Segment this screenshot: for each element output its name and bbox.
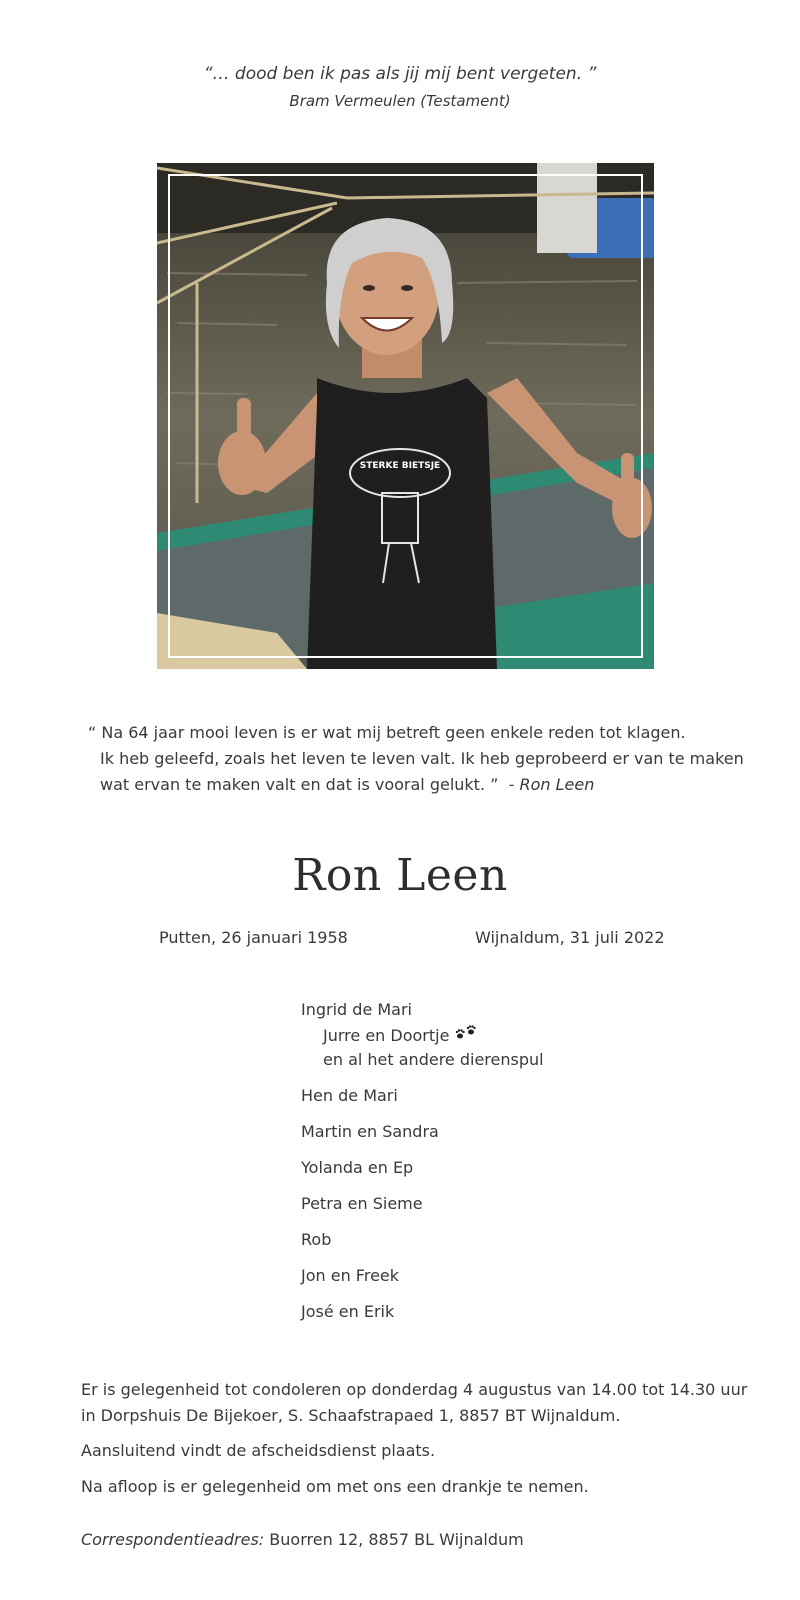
family-member: Yolanda en Ep: [301, 1158, 414, 1177]
death-place-date: Wijnaldum, 31 juli 2022: [475, 928, 665, 947]
shirt-text-1: STERKE BIETSJE: [359, 461, 441, 471]
family-sub-1: Jurre en Doortje: [323, 1025, 478, 1047]
family-main: Ingrid de Mari: [301, 1000, 412, 1019]
condolence-line-1: Er is gelegenheid tot condoleren op donderdag 4 augustus van 14.00 tot 14.30 uur: [81, 1380, 748, 1399]
portrait-photo: [157, 163, 654, 669]
drinks-info: Na afloop is er gelegenheid om met ons een drankje te nemen.: [81, 1477, 589, 1496]
family-member: Hen de Mari: [301, 1086, 398, 1105]
quote-line-2: Ik heb geleefd, zoals het leven te leven valt. Ik heb geprobeerd er van te maken: [100, 749, 744, 768]
family-member: Jon en Freek: [301, 1266, 400, 1285]
quote-line-1: “ Na 64 jaar mooi leven is er wat mij betreft geen enkele reden tot klagen.: [88, 723, 686, 742]
family-member: Rob: [301, 1230, 332, 1249]
family-member: Petra en Sieme: [301, 1194, 423, 1213]
correspondence-address: [81, 1527, 761, 1553]
family-member: Martin en Sandra: [301, 1122, 439, 1141]
quote-line-3: wat ervan te maken valt en dat is vooral gelukt. ” - Ron Leen: [100, 775, 595, 794]
condolence-line-2: in Dorpshuis De Bijekoer, S. Schaafstrapaed 1, 8857 BT Wijnaldum.: [81, 1406, 621, 1425]
quote-author: - Ron Leen: [508, 775, 595, 794]
family-member: José en Erik: [301, 1302, 395, 1321]
correspondence-value: Buorren 12, 8857 BL Wijnaldum: [269, 1530, 524, 1549]
service-info: Aansluitend vindt de afscheidsdienst plaats.: [81, 1441, 436, 1460]
condolence-info: [81, 1377, 761, 1429]
correspondence-label: Correspondentieadres:: [81, 1530, 265, 1549]
family-sub-2: en al het andere dierenspul: [323, 1050, 544, 1069]
birth-place-date: Putten, 26 januari 1958: [159, 928, 348, 947]
personal-quote: [88, 720, 748, 798]
motto-author: Bram Vermeulen (Testament): [289, 92, 511, 110]
paw-prints-icon: [454, 1025, 478, 1047]
motto-quote: “… dood ben ik pas als jij mij bent vergeten. ”: [203, 64, 597, 84]
deceased-name: Ron Leen: [292, 850, 508, 901]
